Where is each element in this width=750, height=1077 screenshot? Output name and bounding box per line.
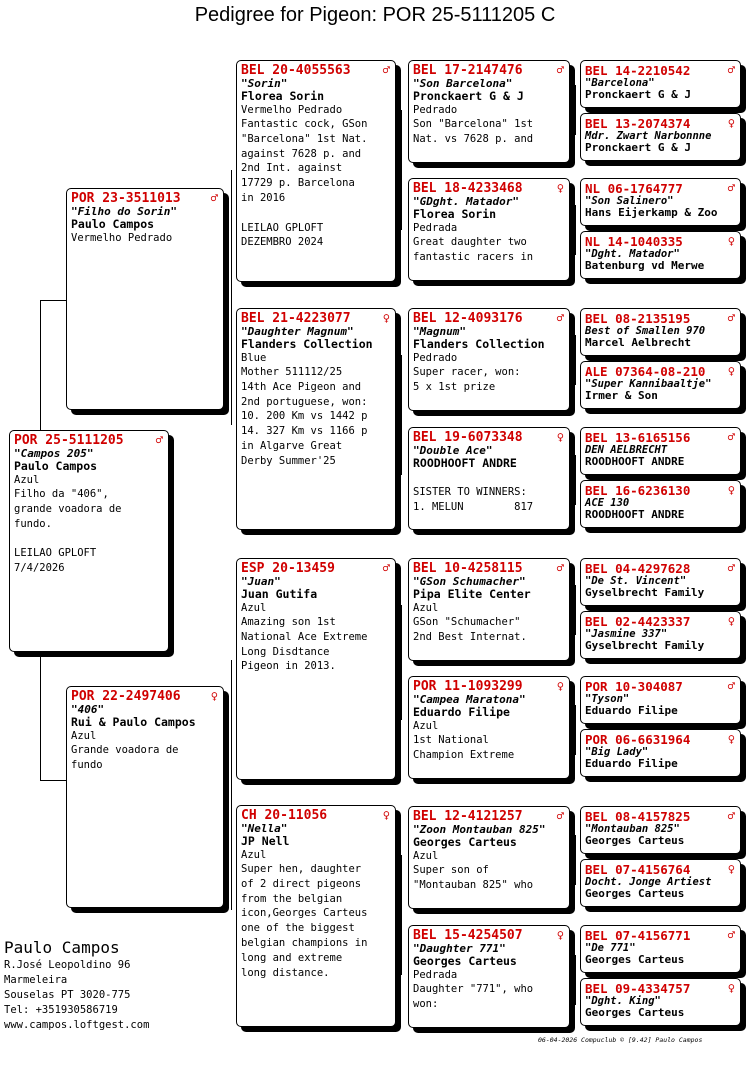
ring-number: POR 22-2497406 [71,689,181,704]
ring-number: NL 14-1040335 [585,234,683,249]
pigeon-color: Azul [14,474,40,486]
pigeon-color: Azul [71,730,97,742]
female-icon: ♂ [556,809,564,823]
owner-name: Eduardo Filipe [413,705,510,719]
pigeon-name: "406" [71,703,105,716]
pigeon-name: Best of Smallen 970 [585,325,706,337]
pigeon-name: "Zoon Montauban 825" [413,823,546,836]
ring-number: NL 06-1764777 [585,181,683,196]
ring-number: BEL 17-2147476 [413,63,523,78]
male-icon: ♂ [727,561,735,575]
breeder-address: Marmeleira [4,974,68,986]
pigeon-name: "GDght. Matador" [413,195,519,208]
ring-number: BEL 08-2135195 [585,311,691,326]
owner-name: Eduardo Filipe [585,757,678,770]
male-icon: ♂ [556,311,564,325]
female-icon: ♀ [556,181,564,195]
connector-line [575,455,576,505]
pigeon-name: "Double Ace" [413,444,493,457]
connector-line [575,835,576,885]
pigeon-card-gggp-11[interactable] [580,676,741,724]
ring-number: POR 23-3511013 [71,191,181,206]
female-icon: ♀ [210,689,218,703]
owner-name: Eduardo Filipe [585,704,678,717]
ring-number: BEL 09-4334757 [585,981,691,996]
owner-name: Hans Eijerkamp & Zoo [585,206,718,219]
pigeon-name: "Magnum" [413,325,466,338]
owner-name: Marcel Aelbrecht [585,336,691,349]
pigeon-name: Mdr. Zwart Narbonnne [585,130,712,142]
pigeon-card-ggp-1[interactable] [408,60,570,163]
connector-line [40,780,66,781]
pigeon-note: Super racer, won: 5 x 1st prize [413,366,521,393]
male-icon: ♂ [556,63,564,77]
ring-number: POR 25-5111205 [14,433,124,448]
pigeon-card-ggp-7[interactable] [408,806,570,909]
page-title: Pedigree for Pigeon: POR 25-5111205 C [194,4,556,26]
pigeon-card-gggp-16[interactable] [580,978,741,1026]
breeder-address: R.José Leopoldino 96 [4,959,131,971]
owner-name: ROODHOOFT ANDRE [585,508,685,521]
pigeon-color: Pedrada [413,222,458,234]
connector-line [401,855,402,975]
pigeon-note: Super hen, daughter of 2 direct pigeons from the belgian icon,Georges Carteus one of the biggest belgian champions in long and extreme long distance. [241,863,368,979]
male-icon: ♂ [556,561,564,575]
pigeon-card-gggp-12[interactable] [580,729,741,777]
pigeon-card-gggp-15[interactable] [580,925,741,973]
female-icon: ♀ [727,364,735,378]
owner-name: Georges Carteus [585,834,685,847]
owner-name: JP Nell [241,834,290,848]
pigeon-card-gggp-7[interactable] [580,427,741,475]
pigeon-color: Pedrado [413,352,458,364]
ring-number: BEL 10-4258115 [413,561,523,576]
female-icon: ♀ [382,808,390,822]
pigeon-card-gggp-2[interactable] [580,113,741,161]
female-icon: ♀ [727,483,735,497]
pigeon-note: Grande voadora de fundo [71,744,179,771]
owner-name: Pronckaert G & J [413,89,524,103]
ring-number: BEL 21-4223077 [241,311,351,326]
owner-name: Georges Carteus [585,887,685,900]
ring-number: BEL 12-4093176 [413,311,523,326]
male-icon: ♂ [727,430,735,444]
owner-name: Georges Carteus [413,954,517,968]
owner-name: Florea Sorin [413,207,497,221]
pigeon-name: "Montauban 825" [585,823,680,835]
ring-number: BEL 18-4233468 [413,181,523,196]
pigeon-card-gggp-9[interactable] [580,558,741,606]
pigeon-color: Vermelho Pedrado [71,232,173,244]
female-icon: ♀ [727,234,735,248]
ring-number: BEL 12-4121257 [413,809,523,824]
pigeon-color: Azul [413,720,439,732]
female-icon: ♀ [727,614,735,628]
pigeon-name: "Nella" [241,822,288,835]
pigeon-name: "Sorin" [241,77,288,90]
breeder-address: Souselas PT 3020-775 [4,989,131,1001]
pigeon-name: "Daughter 771" [413,942,506,955]
female-icon: ♀ [556,928,564,942]
pigeon-color: Azul [413,850,439,862]
pigeon-note: Daughter "771", who won: [413,983,534,1010]
pigeon-name: DEN AELBRECHT [585,444,668,456]
male-icon: ♂ [727,809,735,823]
male-icon: ♂ [727,679,735,693]
pigeon-name: "Barcelona" [585,77,655,89]
female-icon: ♀ [556,679,564,693]
owner-name: Rui & Paulo Campos [71,715,196,729]
footer-credits: 06-04-2026 Compuclub © [9.42] Paulo Campos [538,1036,703,1044]
pigeon-card-ggp-6[interactable] [408,676,570,779]
pigeon-note: Filho da "406", grande voadora de fundo. LEILAO GPLOFT 7/4/2026 [14,488,122,574]
pigeon-note: Super son of "Montauban 825" who [413,864,534,891]
pigeon-card-dam[interactable] [66,686,224,908]
ring-number: BEL 20-4055563 [241,63,351,78]
ring-number: POR 06-6631964 [585,732,691,747]
pigeon-name: "Juan" [241,575,281,588]
ring-number: ALE 07364-08-210 [585,364,706,379]
ring-number: BEL 13-2074374 [585,116,691,131]
connector-line [575,335,576,385]
pigeon-name: Docht. Jonge Artiest [585,876,712,888]
pigeon-name: "Dght. King" [585,995,661,1007]
pigeon-card-sire[interactable] [66,188,224,410]
owner-name: Flanders Collection [413,337,545,351]
breeder-info [4,938,149,1033]
breeder-website[interactable]: www.campos.loftgest.com [4,1019,150,1031]
owner-name: Florea Sorin [241,89,325,103]
owner-name: Paulo Campos [14,459,98,473]
pigeon-name: "Filho do Sorin" [71,205,177,218]
pigeon-card-gggp-13[interactable] [580,806,741,854]
owner-name: Georges Carteus [585,953,685,966]
pigeon-card-ggp-4[interactable] [408,427,570,530]
connector-line [231,660,232,910]
pigeon-name: "Daughter Magnum" [241,325,354,338]
female-icon: ♀ [727,116,735,130]
ring-number: BEL 08-4157825 [585,809,691,824]
female-icon: ♀ [727,981,735,995]
pigeon-name: "GSon Schumacher" [413,575,526,588]
ring-number: BEL 16-6236130 [585,483,691,498]
pigeon-name: ACE 130 [585,497,630,509]
connector-line [231,170,232,425]
connector-line [401,605,402,720]
ring-number: BEL 13-6165156 [585,430,691,445]
connector-line [40,300,66,301]
pigeon-card-subject[interactable] [9,430,169,652]
pigeon-note: Amazing son 1st National Ace Extreme Long Disdtance Pigeon in 2013. [241,616,368,673]
female-icon: ♀ [382,311,390,325]
pigeon-name: "Campos 205" [14,447,94,460]
pigeon-name: "Dght. Matador" [585,248,680,260]
pigeon-name: "Campea Maratona" [413,693,526,706]
pigeon-color: Pedrada [413,969,458,981]
ring-number: BEL 07-4156764 [585,862,691,877]
connector-line [575,85,576,135]
pigeon-name: "De St. Vincent" [585,575,687,587]
male-icon: ♂ [727,181,735,195]
pigeon-name: "Big Lady" [585,746,649,758]
male-icon: ♂ [382,561,390,575]
connector-line [575,955,576,1005]
pigeon-note: Son "Barcelona" 1st Nat. vs 7628 p. and [413,118,534,145]
owner-name: Gyselbrecht Family [585,586,705,599]
connector-line [575,205,576,255]
female-icon: ♀ [556,430,564,444]
pigeon-card-gggp-3[interactable] [580,178,741,226]
owner-name: Pipa Elite Center [413,587,531,601]
pigeon-card-grandsire-maternal[interactable] [236,558,396,780]
pigeon-card-gggp-4[interactable] [580,231,741,279]
pigeon-color: Azul [241,849,267,861]
female-icon: ♀ [727,732,735,746]
pigeon-name: "De 771" [585,942,636,954]
pigeon-card-gggp-6[interactable] [580,361,741,409]
female-icon: ♀ [727,862,735,876]
owner-name: Georges Carteus [413,835,517,849]
ring-number: POR 10-304087 [585,679,683,694]
ring-number: BEL 07-4156771 [585,928,691,943]
owner-name: Paulo Campos [71,217,155,231]
owner-name: ROODHOOFT ANDRE [585,455,685,468]
owner-name: Pronckaert G & J [585,88,691,101]
pigeon-note: Great daughter two fantastic racers in [413,236,534,263]
pigeon-card-granddam-paternal[interactable] [236,308,396,530]
pigeon-name: "Tyson" [585,693,630,705]
breeder-phone: Tel: +351930586719 [4,1004,118,1016]
pigeon-card-gggp-1[interactable] [580,60,741,108]
pigeon-name: "Jasmine 337" [585,628,668,640]
pigeon-name: "Super Kannibaaltje" [585,378,712,390]
pigeon-color: Blue [241,352,267,364]
pigeon-card-ggp-2[interactable] [408,178,570,281]
pigeon-card-ggp-8[interactable] [408,925,570,1028]
pigeon-card-gggp-14[interactable] [580,859,741,907]
owner-name: Batenburg vd Merwe [585,259,705,272]
pigeon-note: Mother 511112/25 14th Ace Pigeon and 2nd portuguese, won: 10. 200 Km vs 1442 p 14. 327 Km vs 1166 p in Algarve Great Derby Summer'25 [241,366,368,467]
male-icon: ♂ [727,928,735,942]
pigeon-note: SISTER TO WINNERS: 1. MELUN 817 [413,485,534,513]
connector-line [575,705,576,755]
pigeon-name: "Son Salinero" [585,195,674,207]
male-icon: ♂ [210,191,218,205]
pigeon-color: Pedrado [413,104,458,116]
owner-name: Irmer & Son [585,389,658,402]
pigeon-name: "Son Barcelona" [413,77,513,90]
pigeon-card-gggp-8[interactable] [580,480,741,528]
ring-number: BEL 14-2210542 [585,63,691,78]
pigeon-card-grandsire-paternal[interactable] [236,60,396,282]
pigeon-card-gggp-5[interactable] [580,308,741,356]
owner-name: Georges Carteus [585,1006,685,1019]
connector-line [401,110,402,230]
pigeon-color: Vermelho Pedrado [241,104,343,116]
pigeon-note: GSon "Schumacher" 2nd Best Internat. [413,616,527,643]
pigeon-note: 1st National Champion Extreme [413,734,515,761]
male-icon: ♂ [727,311,735,325]
ring-number: BEL 15-4254507 [413,928,523,943]
ring-number: BEL 02-4423337 [585,614,691,629]
ring-number: CH 20-11056 [241,808,328,823]
owner-name: ROODHOOFT ANDRE [413,456,517,470]
pigeon-color: Azul [413,602,439,614]
pigeon-color: Azul [241,602,267,614]
pigeon-note: Fantastic cock, GSon "Barcelona" 1st Nat. against 7628 p. and 2nd Int. against 17729 p. Barcelona in 2016 LEILAO GPLOFT DEZEMBRO 2024 [241,118,368,249]
ring-number: POR 11-1093299 [413,679,523,694]
male-icon: ♂ [382,63,390,77]
pigeon-card-ggp-5[interactable] [408,558,570,661]
pigeon-card-granddam-maternal[interactable] [236,805,396,1027]
owner-name: Flanders Collection [241,337,373,351]
pigeon-card-ggp-3[interactable] [408,308,570,411]
ring-number: ESP 20-13459 [241,561,335,576]
ring-number: BEL 04-4297628 [585,561,691,576]
owner-name: Pronckaert G & J [585,141,691,154]
male-icon: ♂ [727,63,735,77]
breeder-name: Paulo Campos [4,938,120,957]
ring-number: BEL 19-6073348 [413,430,523,445]
connector-line [575,585,576,635]
pigeon-card-gggp-10[interactable] [580,611,741,659]
owner-name: Gyselbrecht Family [585,639,705,652]
connector-line [401,355,402,475]
male-icon: ♂ [155,433,163,447]
owner-name: Juan Gutifa [241,587,318,601]
